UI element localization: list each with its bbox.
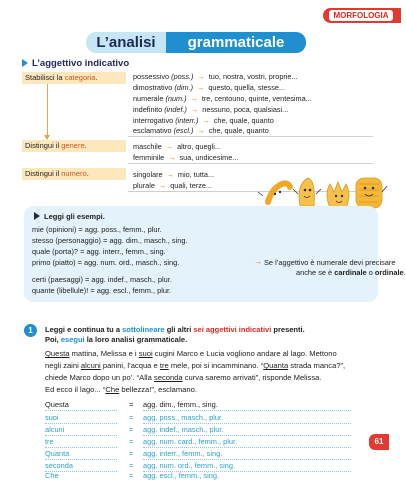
arrow-right-icon: → — [202, 116, 210, 125]
arrow-right-icon: → — [197, 83, 205, 92]
arrow-right-icon: → — [254, 257, 262, 266]
arrow-right-icon: → — [166, 170, 174, 179]
divider — [128, 136, 373, 137]
arrow-right-icon: → — [197, 126, 205, 135]
exercise-text-line: Ed ecco il lago... “Che bellezza!”, esclamano. — [45, 385, 197, 394]
exercise-number: 1 — [24, 324, 37, 337]
exercise-instruction-1: Leggi e continua tu a sottolineare gli altri sei aggettivi indicativi presenti. — [45, 325, 305, 334]
answer-row[interactable]: alcuni = agg. indef., masch., plur. — [45, 424, 387, 436]
example-line: primo (piatto) = agg. num. ord., masch., sing. — [32, 258, 180, 267]
type-row: dimostrativo (dim.) → questo, quella, stesse... — [133, 83, 285, 92]
arrow-right-icon: → — [165, 142, 174, 151]
type-row: possessivo (poss.) → tuo, nostra, vostri, proprie... — [133, 72, 298, 81]
examples-title: Leggi gli esempi. — [34, 212, 105, 221]
flow-line — [47, 84, 48, 138]
category-label-genere: Distingui il genere. — [22, 140, 126, 152]
section-tab — [323, 8, 401, 23]
example-line: quale (porta)? = agg. interr., femm., sing. — [32, 247, 166, 256]
gender-row: maschile → altro, quegli... — [133, 142, 221, 151]
example-line: stesso (personaggio) = agg. dim., masch., sing. — [32, 236, 188, 245]
exercise-text-line: negli zaini alcuni panini, l’acqua e tre mele, poi si incamminano. “Quanta strada manca?”, — [45, 361, 346, 370]
answer-row[interactable]: tre = agg. num. card., femm., plur. — [45, 436, 387, 448]
triangle-bullet-icon — [34, 212, 40, 220]
answer-row[interactable]: seconda = agg. num. ord., femm., sing. — [45, 460, 387, 472]
example-line: mie (opinioni) = agg. poss., femm., plur. — [32, 225, 162, 234]
answer-row[interactable]: Che = agg. escl., femm., sing. — [45, 471, 219, 480]
arrow-right-icon: → — [158, 181, 167, 190]
type-row: indefinito (indef.) → nessuno, poca, qualsiasi... — [133, 105, 289, 114]
number-row: plurale → quali, terze... — [133, 181, 212, 190]
type-row: numerale (num.) → tre, centouno, quinte, ventesima... — [133, 94, 312, 103]
gender-row: femminile → sua, undicesime... — [133, 153, 239, 162]
arrow-down-icon — [44, 135, 50, 140]
title-part1: L’analisi — [86, 32, 166, 53]
type-row: esclamativo (escl.) → che, quale, quanto — [133, 126, 269, 135]
section-heading — [22, 58, 129, 69]
arrow-right-icon: → — [168, 153, 176, 162]
answer-row[interactable]: suoi = agg. poss., masch., plur. — [45, 412, 387, 424]
section-heading-text: L’aggettivo indicativo — [32, 58, 130, 69]
arrow-right-icon: → — [190, 94, 198, 103]
exercise-text-line: Questa mattina, Melissa e i suoi cugini Marco e Lucia vogliono andare al lago. Mettono — [45, 349, 337, 358]
type-row: interrogativo (interr.) → che, quale, quanto — [133, 116, 274, 125]
exercise-text-line: chiede Marco dopo un po’. “Alla seconda curva saremo arrivati”, risponde Melissa. — [45, 373, 322, 382]
example-line: certi (paesaggi) = agg. indef., masch., plur. — [32, 275, 172, 284]
number-row: singolare → mio, tutta... — [133, 170, 215, 179]
note-line2: anche se è cardinale o ordinale. — [296, 268, 406, 277]
category-label-numero: Distingui il numero. — [22, 168, 126, 180]
example-line: quante (libellule)! = agg. escl., femm., plur. — [32, 286, 172, 295]
note-line1: Se l’aggettivo è numerale devi precisare — [264, 258, 396, 267]
answer-row[interactable]: Quanta = agg. interr., femm., sing. — [45, 448, 387, 460]
title-part2: grammaticale — [166, 32, 306, 53]
divider — [128, 163, 373, 164]
answer-row: Questa = agg. dim., femm., sing. — [45, 399, 387, 411]
section-tab-label: MORFOLOGIA — [329, 10, 393, 21]
triangle-bullet-icon — [22, 59, 28, 67]
category-label-categoria: Stabilisci la categoria. — [22, 72, 126, 84]
exercise-instruction-2: Poi, esegui la loro analisi grammaticale. — [45, 335, 188, 344]
arrow-right-icon: → — [197, 72, 205, 81]
arrow-right-icon: → — [190, 105, 199, 114]
page-number: 61 — [369, 434, 389, 450]
